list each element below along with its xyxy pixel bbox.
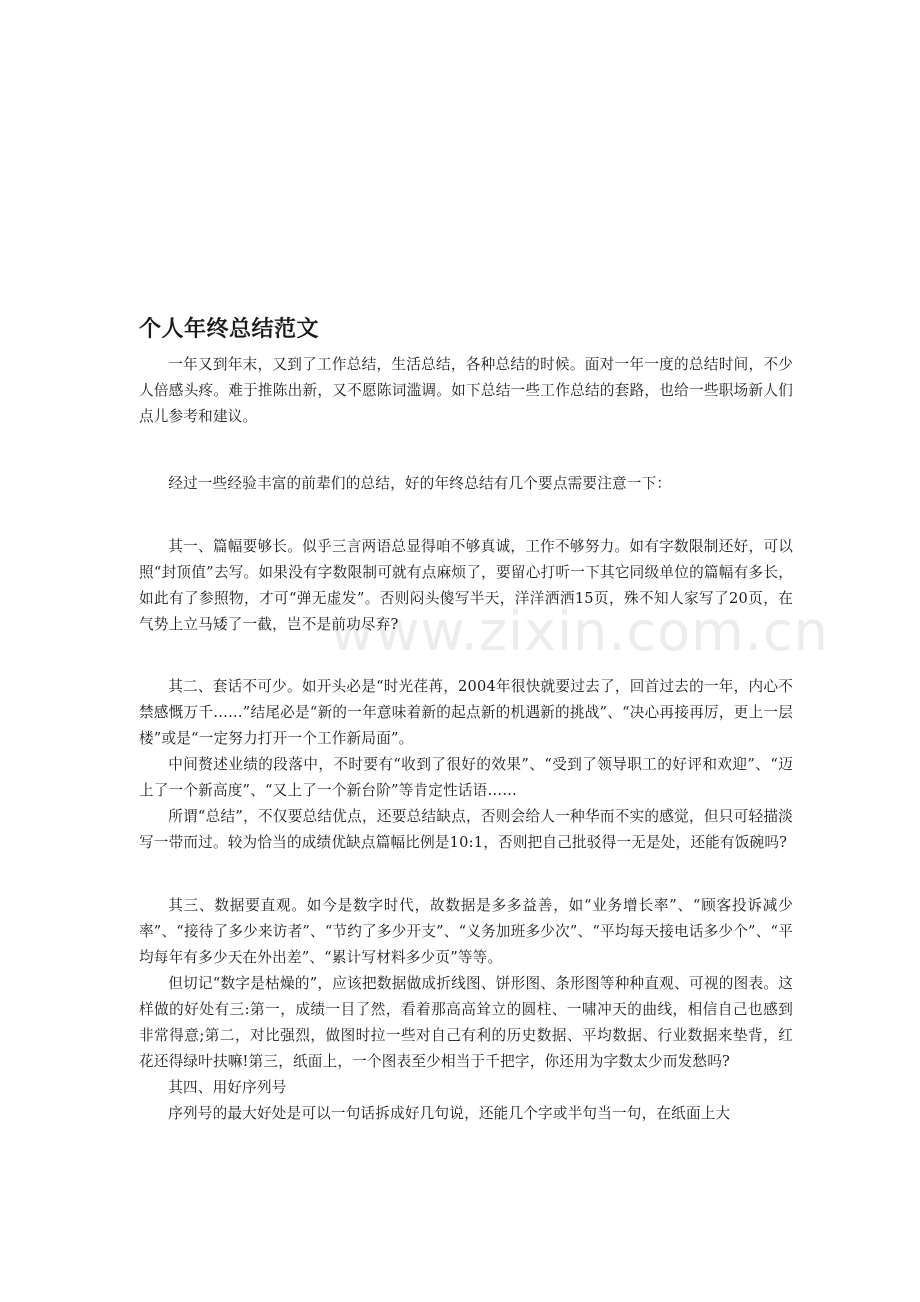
- paragraph-point-two-middle: 中间赘述业绩的段落中，不时要有“收到了很好的效果”、“受到了领导职工的好评和欢迎”、“迈上了一个新高度”、“又上了一个新台阶”等肯定性话语……: [139, 756, 793, 799]
- paragraph-spacer: [139, 497, 793, 524]
- paragraph-spacer: [139, 664, 793, 674]
- paragraph-intro: 一年又到年末，又到了工作总结，生活总结，各种总结的时候。面对一年一度的总结时间，不少人倍感头疼。难于推陈出新，又不愿陈词滥调。如下总结一些工作总结的套路，也给一些职场新人们点儿参考和建议。: [139, 356, 793, 425]
- paragraph-spacer: [139, 457, 793, 471]
- paragraph-point-two: 其二、套话不可少。如开头必是“时光荏苒，2004年很快就要过去了，回首过去的一年，内心不禁感慨万千……”结尾必是“新的一年意味着新的起点新的机遇新的挑战”、“决心再接再厉，更上一层楼”或是“一定努力打开一个工作新局面”。: [139, 678, 793, 747]
- paragraph-point-three: 其三、数据要直观。如今是数字时代，故数据是多多益善，如“业务增长率”、“顾客投诉减少率”、“接待了多少来访者”、“节约了多少开支”、“义务加班多少次”、“平均每天接电话多少个”、“平均每年有多少天在外出差”、“累计写材料多少页”等等。: [139, 897, 793, 966]
- paragraph-spacer: [139, 883, 793, 893]
- paragraph-point-four: 序列号的最大好处是可以一句话拆成好几句说，还能几个字或半句当一句，在纸面上大: [168, 1105, 731, 1122]
- paragraph-spacer: [139, 524, 793, 534]
- paragraph-point-one: 其一、篇幅要够长。似乎三言两语总显得咱不够真诚，工作不够努力。如有字数限制还好，可以照“封顶值”去写。如果没有字数限制可就有点麻烦了，要留心打听一下其它同级单位的篇幅有多长，如此有了参照物，才可“弹无虚发”。否则闷头傻写半天，洋洋洒洒15页，殊不知人家写了20页，在气势上立马矮了一截，岂不是前功尽弃?: [139, 538, 793, 633]
- paragraph-spacer: [139, 430, 793, 457]
- document-title: 个人年终总结范文: [139, 317, 320, 342]
- paragraph-point-two-summary: 所谓“总结”，不仅要总结优点，还要总结缺点，否则会给人一种华而不实的感觉，但只可轻描淡写一带而过。较为恰当的成绩优缺点篇幅比例是10:1，否则把自己批驳得一无是处，还能有饭碗吗?: [139, 808, 793, 851]
- paragraph-point-three-charts: 但切记“数字是枯燥的”，应该把数据做成折线图、饼形图、条形图等种种直观、可视的图表。这样做的好处有三:第一，成绩一目了然，看着那高高耸立的圆柱、一啸冲天的曲线，相信自己也感到非常得意;第二，对比强烈，做图时拉一些对自己有利的历史数据、平均数据、行业数据来垫背，红花还得绿叶扶嘛!第三，纸面上，一个图表至少相当于千把字，你还用为字数太少而发愁吗?: [139, 975, 793, 1070]
- paragraph-point-four-heading: 其四、用好序列号: [168, 1079, 287, 1096]
- watermark: www.zixin.com.cn: [330, 600, 829, 663]
- paragraph-spacer: [139, 638, 793, 664]
- paragraph-key-points: 经过一些经验丰富的前辈们的总结，好的年终总结有几个要点需要注意一下：: [168, 475, 672, 492]
- paragraph-spacer: [139, 856, 793, 883]
- document-body: [139, 312, 793, 1127]
